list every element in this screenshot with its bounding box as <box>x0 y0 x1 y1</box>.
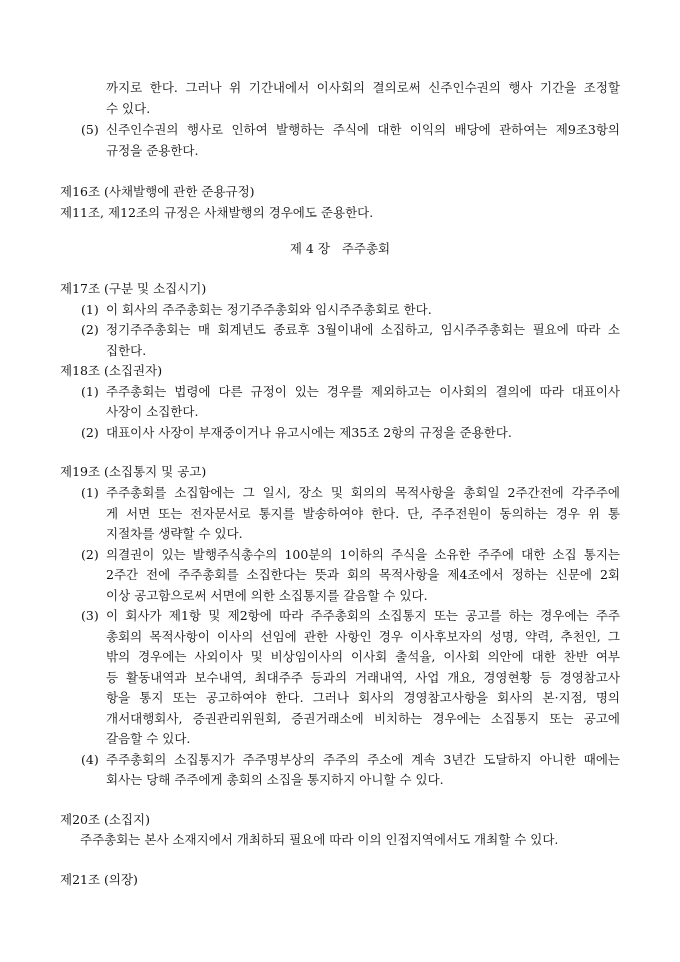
item-number: (5) <box>81 122 99 137</box>
text-line: 항을 통지 또는 공고하여야 한다. 그러나 회사의 경영참고사항을 회사의 본·지점, 명의 <box>106 690 620 705</box>
item-number: (2) <box>81 425 99 440</box>
text-line: 신주인수권의 행사로 인하여 발행하는 주식에 대한 이익의 배당에 관하여는 제9조3항의 <box>106 122 620 137</box>
text-line: 주주총회를 소집함에는 그 일시, 장소 및 회의의 목적사항을 총회일 2주간전에 각주주에 <box>106 485 620 500</box>
text-line: 갈음할 수 있다. <box>106 731 191 746</box>
text-line: 제11조, 제12조의 규정은 사채발행의 경우에도 준용한다. <box>60 205 374 220</box>
item-number: (2) <box>81 322 99 337</box>
text-line: 이 회사가 제1항 및 제2항에 따라 주주총회의 소집통지 또는 공고를 하는 경우에는 주주 <box>106 608 620 623</box>
text-line: 주주총회는 본사 소재지에서 개최하되 필요에 따라 이의 인접지역에서도 개최할 수 있다. <box>80 832 559 847</box>
text-line: 이상 공고함으로써 서면에 의한 소집통지를 갈음할 수 있다. <box>106 588 428 603</box>
text-line: 주주총회의 소집통지가 주주명부상의 주주의 주소에 계속 3년간 도달하지 아니한 때에는 <box>106 752 620 767</box>
text-line: 총회의 목적사항이 이사의 선임에 관한 사항인 경우 이사후보자의 성명, 약력, 추천인, 그 <box>106 629 620 644</box>
article-heading: 제17조 (구분 및 소집시기) <box>60 281 207 296</box>
article-heading: 제18조 (소집권자) <box>60 363 163 378</box>
text-line: 2주간 전에 주주총회를 소집한다는 뜻과 회의 목적사항을 제4조에서 정하는 신문에 2회 <box>106 567 620 582</box>
item-number: (2) <box>81 547 99 562</box>
article-heading: 제21조 (의장) <box>60 872 138 887</box>
text-line: 집한다. <box>106 343 147 358</box>
text-line: 등 활동내역과 보수내역, 최대주주 등과의 거래내역, 사업 개요, 경영현황 등 경영참고사 <box>106 670 620 685</box>
text-line: 사장이 소집한다. <box>106 404 199 419</box>
text-line: 게 서면 또는 전자문서로 통지를 발송하여야 한다. 단, 주주전원이 동의하는 경우 위 통 <box>106 506 620 521</box>
article-heading: 제20조 (소집지) <box>60 812 151 827</box>
text-line: 정기주주총회는 매 회계년도 종료후 3월이내에 소집하고, 임시주주총회는 필요에 따라 소 <box>106 322 620 337</box>
text-line: 개서대행회사, 증권관리위원회, 증권거래소에 비치하는 경우에는 소집통지 또는 공고에 <box>106 711 620 726</box>
item-number: (4) <box>81 752 99 767</box>
text-line: 수 있다. <box>106 101 151 116</box>
item-number: (1) <box>81 485 99 500</box>
item-number: (3) <box>81 608 99 623</box>
chapter-title: 제 4 장 주주총회 <box>289 241 391 256</box>
text-line: 까지로 한다. 그러나 위 기간내에서 이사회의 결의로써 신주인수권의 행사 기간을 조정할 <box>106 80 620 95</box>
article-heading: 제16조 (사채발행에 관한 준용규정) <box>60 184 255 199</box>
text-line: 지절차를 생략할 수 있다. <box>106 526 243 541</box>
text-line: 규정을 준용한다. <box>106 143 199 158</box>
text-line: 이 회사의 주주총회는 정기주주총회와 임시주주총회로 한다. <box>106 302 432 317</box>
item-number: (1) <box>81 384 99 399</box>
text-line: 대표이사 사장이 부재중이거나 유고시에는 제35조 2항의 규정을 준용한다. <box>106 425 512 440</box>
article-heading: 제19조 (소집통지 및 공고) <box>60 464 207 479</box>
text-line: 주주총회는 법령에 다른 규정이 있는 경우를 제외하고는 이사회의 결의에 따라 대표이사 <box>106 384 620 399</box>
text-line: 의결권이 있는 발행주식총수의 100분의 1이하의 주식을 소유한 주주에 대한 소집 통지는 <box>106 547 620 562</box>
text-line: 회사는 당해 주주에게 총회의 소집을 통지하지 아니할 수 있다. <box>106 772 444 787</box>
item-number: (1) <box>81 302 99 317</box>
text-line: 밖의 경우에는 사외이사 및 비상임이사의 이사회 출석율, 이사회 의안에 대한 찬반 여부 <box>106 649 620 664</box>
